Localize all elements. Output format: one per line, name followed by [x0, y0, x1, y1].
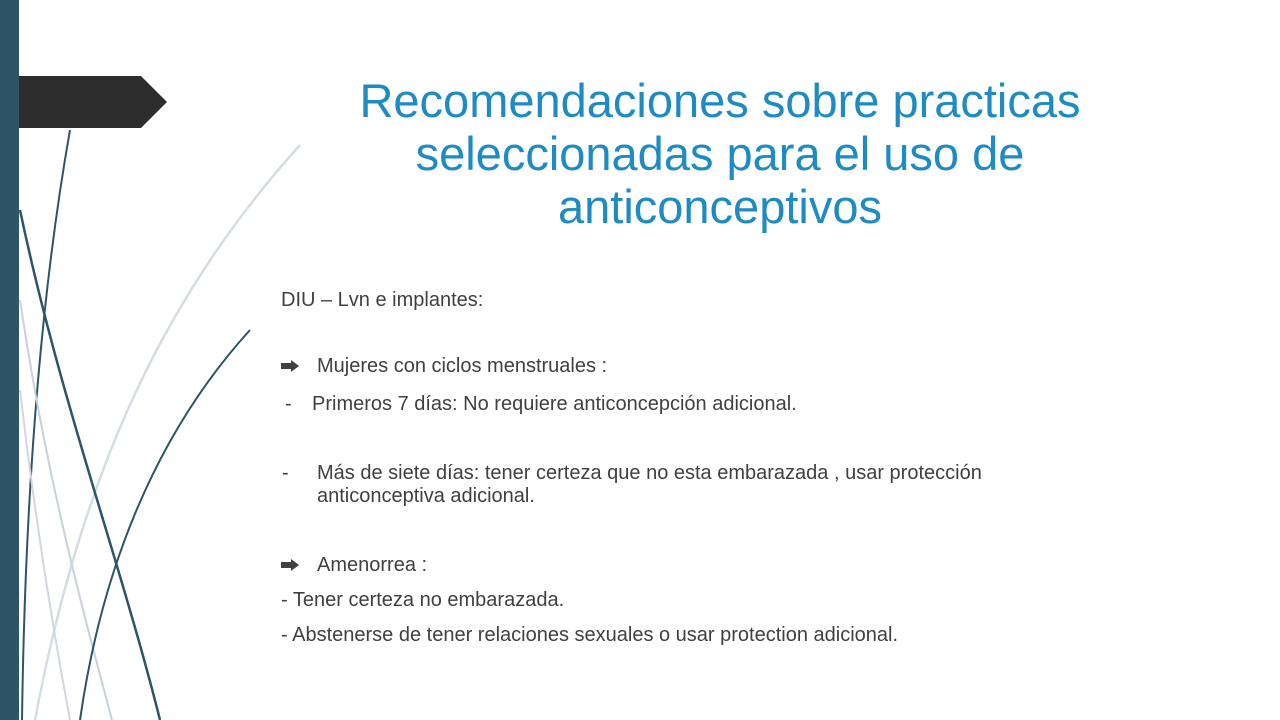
subtitle: DIU – Lvn e implantes:	[281, 289, 484, 311]
list-item-mas-de-siete-cont: anticonceptiva adicional.	[317, 485, 535, 507]
list-item-dash: -	[282, 462, 289, 484]
section-heading-ciclos: Mujeres con ciclos menstruales :	[317, 355, 608, 377]
list-item-mas-de-siete: Más de siete días: tener certeza que no esta embarazada , usar protección	[317, 462, 982, 484]
list-item-primeros: Primeros 7 días: No requiere anticoncepción adicional.	[312, 393, 797, 415]
list-item-certeza: - Tener certeza no embarazada.	[281, 589, 565, 611]
page-title: Recomendaciones sobre practicas seleccionadas para el uso de anticonceptivos	[359, 74, 1081, 233]
arrow-bullet-icon	[281, 360, 299, 372]
arrow-bullet-icon	[281, 559, 299, 571]
section-heading-amenorrea: Amenorrea :	[317, 554, 428, 576]
list-item-abstenerse: - Abstenerse de tener relaciones sexuales o usar protection adicional.	[281, 624, 899, 646]
list-item-dash: -	[285, 393, 292, 415]
